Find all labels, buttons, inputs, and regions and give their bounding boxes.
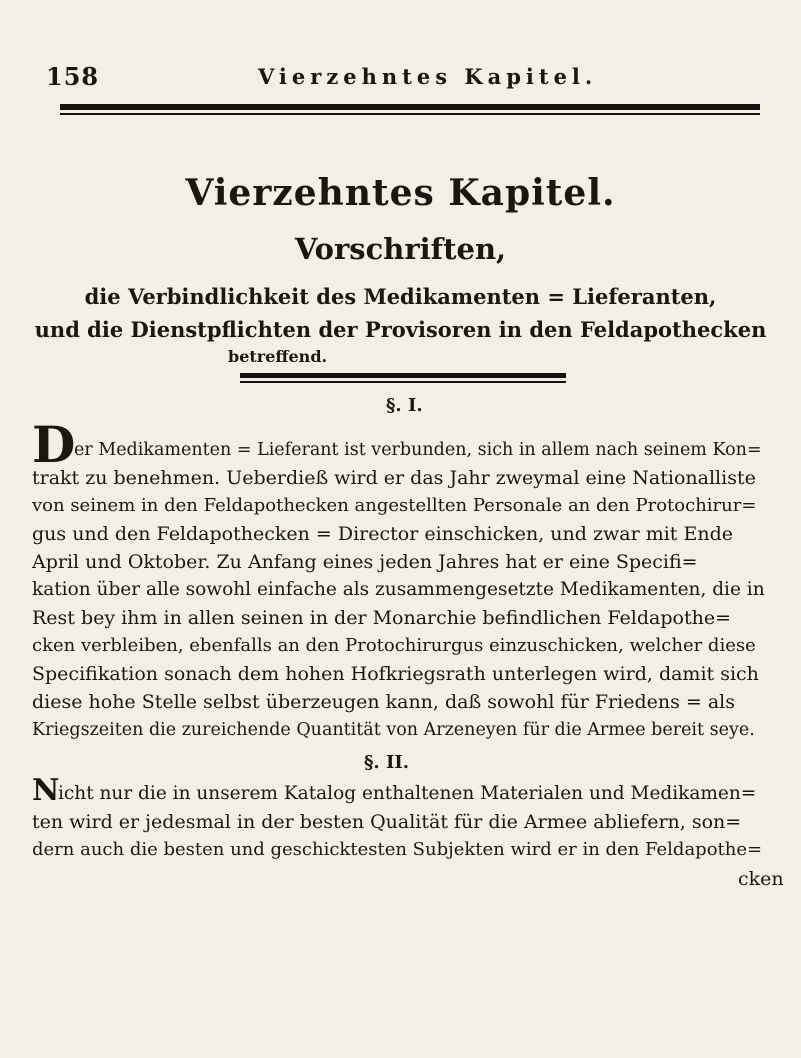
body-line: diese hohe Stelle selbst überzeugen kann, daß sowohl für Friedens = als xyxy=(32,691,735,713)
title-rule-thick xyxy=(240,373,566,378)
header-rule-thick xyxy=(60,104,760,110)
body-line: Rest bey ihm in allen seinen in der Monarchie befindlichen Feldapothe= xyxy=(32,607,731,629)
chapter-title: Vierzehntes Kapitel. xyxy=(185,172,616,214)
body-line: trakt zu benehmen. Ueberdieß wird er das Jahr zweymal eine Nationalliste xyxy=(32,467,756,489)
section-1-label: §. I. xyxy=(386,395,423,416)
section-2-capital: N xyxy=(32,773,60,808)
chapter-subtitle: Vorschriften, xyxy=(294,232,507,266)
catchword: cken xyxy=(738,868,784,890)
page-header xyxy=(30,58,761,98)
body-line: gus und den Feldapothecken = Director einschicken, und zwar mit Ende xyxy=(32,523,733,545)
body-line: ten wird er jedesmal in der besten Qualität für die Armee abliefern, son= xyxy=(32,811,742,833)
section-2-label: §. II. xyxy=(364,752,410,773)
body-line: cken verbleiben, ebenfalls an den Protochirurgus einzuschicken, welcher diese xyxy=(32,635,756,656)
section-1-body xyxy=(32,415,772,756)
body-line: von seinem in den Feldapothecken angestellten Personale an den Protochirur= xyxy=(32,495,757,516)
running-head: Vierzehntes Kapitel. xyxy=(258,64,598,89)
drop-capital: D xyxy=(32,415,76,474)
body-line: dern auch die besten und geschicktesten Subjekten wird er in den Feldapothe= xyxy=(32,839,763,860)
body-line: kation über alle sowohl einfache als zusammengesetzte Medikamenten, die in xyxy=(32,579,765,600)
body-line: Kriegszeiten die zureichende Quantität von Arzeneyen für die Armee bereit seye. xyxy=(32,720,755,740)
chapter-description-line-2: und die Dienstpflichten der Provisoren in den Feldapothecken xyxy=(34,317,767,342)
body-line: April und Oktober. Zu Anfang eines jeden Jahres hat er eine Specifi= xyxy=(32,551,698,573)
chapter-description-line-3: betreffend. xyxy=(228,347,328,366)
chapter-description-line-1: die Verbindlichkeit des Medikamenten = Lieferanten, xyxy=(84,284,717,309)
body-line: Specifikation sonach dem hohen Hofkriegsrath unterlegen wird, damit sich xyxy=(32,663,759,685)
body-line: er Medikamenten = Lieferant ist verbunden, sich in allem nach seinem Kon= xyxy=(74,440,762,460)
header-rule-thin xyxy=(60,113,760,115)
title-rule-thin xyxy=(240,381,566,383)
body-line: icht nur die in unserem Katalog enthaltenen Materialen und Medikamen= xyxy=(58,783,757,804)
page-number: 158 xyxy=(46,62,100,91)
section-2-body xyxy=(32,773,772,928)
